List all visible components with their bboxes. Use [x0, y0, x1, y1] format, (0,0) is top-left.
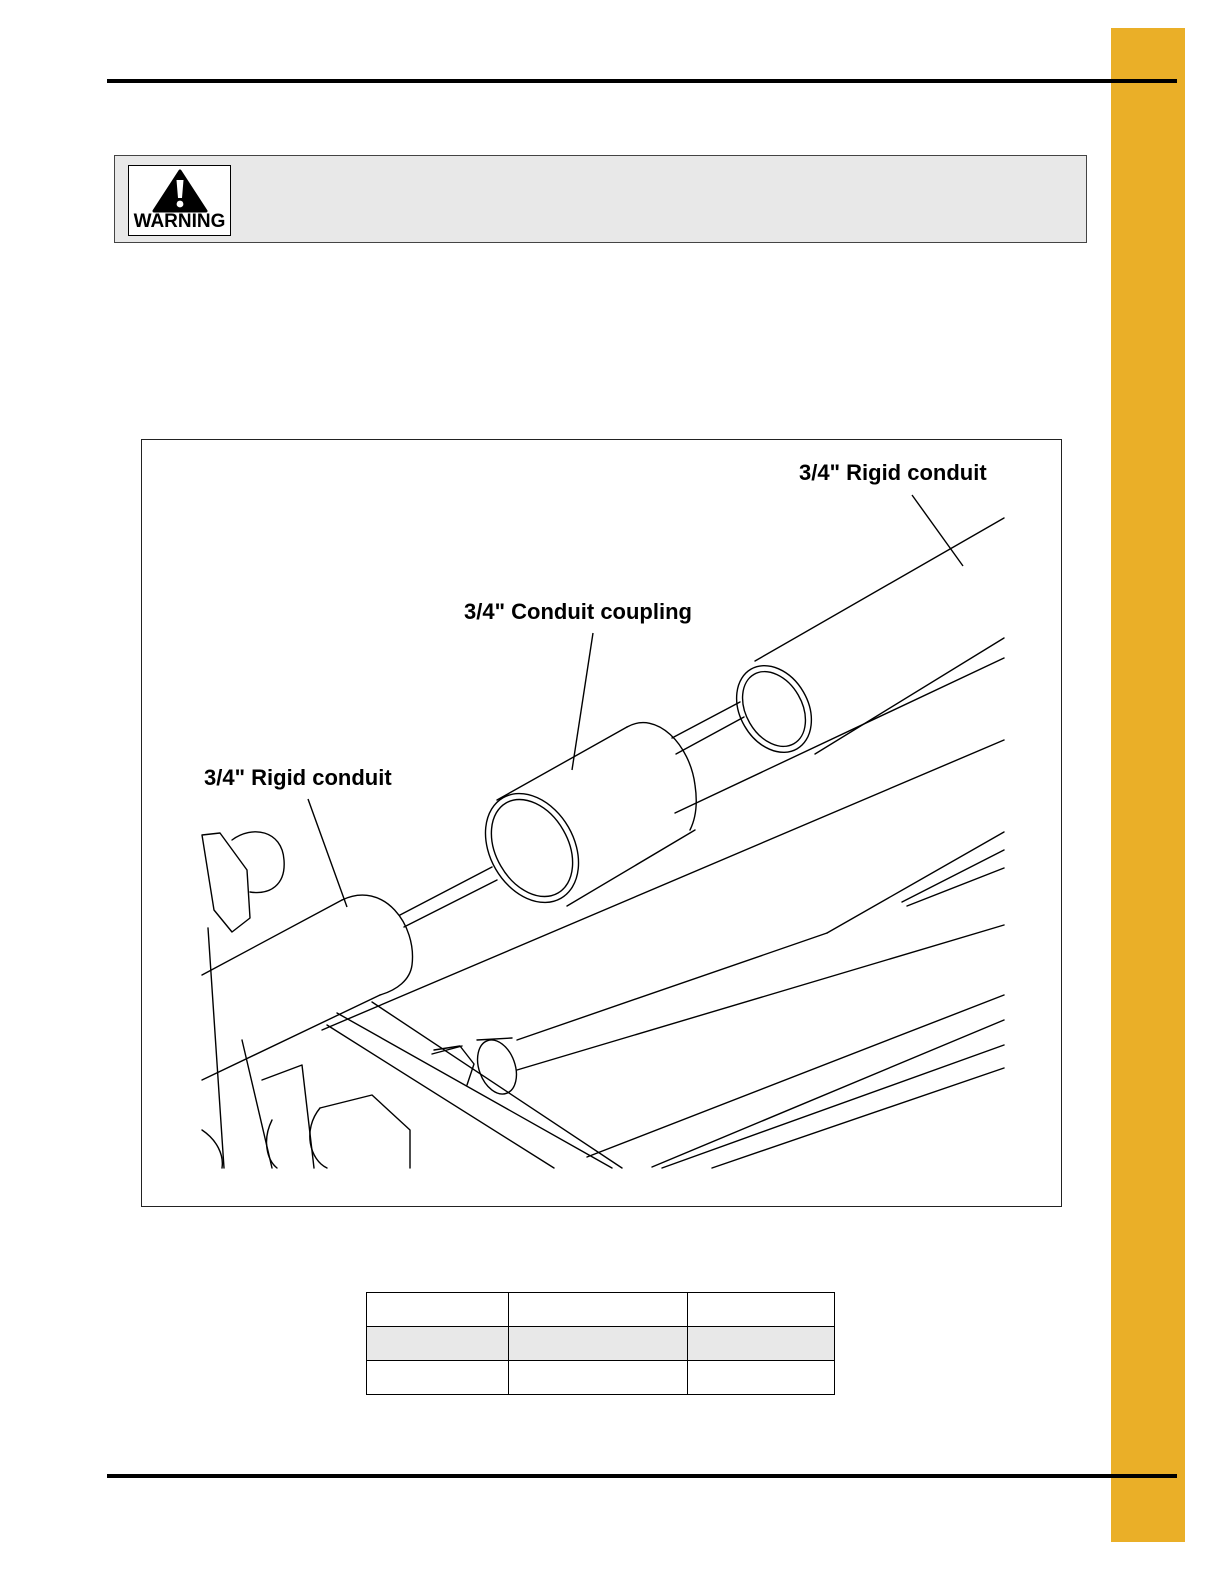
table-cell: [508, 1293, 688, 1327]
wire-lower-left-upper: [400, 867, 492, 915]
wire-lower: [676, 717, 744, 754]
table-row: [367, 1327, 835, 1361]
beam-3-upper: [827, 832, 1004, 933]
table-cell: [367, 1361, 509, 1395]
small-cylinder-top: [477, 1038, 512, 1040]
warning-badge: [128, 165, 231, 236]
table-cell: [367, 1327, 509, 1361]
table-cell: [508, 1361, 688, 1395]
left-bolt-head: [232, 832, 284, 893]
beam-1: [675, 658, 1004, 813]
callout-rigid-conduit-top: 3/4" Rigid conduit: [799, 460, 987, 485]
callout-conduit-coupling: 3/4" Conduit coupling: [464, 599, 692, 624]
section-side-tab: [1111, 28, 1185, 1542]
small-cylinder-end: [471, 1035, 524, 1100]
left-rod: [242, 1040, 272, 1168]
left-bracket: [202, 833, 250, 932]
beam-3-low: [907, 868, 1004, 906]
coupling-far-end: [627, 723, 696, 830]
coupling-end-outer: [467, 777, 598, 919]
table-cell: [688, 1327, 835, 1361]
beam-4: [517, 925, 1004, 1070]
table-cell: [688, 1293, 835, 1327]
left-arc-1: [202, 1130, 222, 1168]
washer-arc: [267, 1120, 277, 1168]
nut-outline: [320, 1095, 410, 1168]
spec-table: [366, 1292, 835, 1395]
beam-2: [322, 740, 1004, 1030]
callout-rigid-conduit-left: 3/4" Rigid conduit: [204, 765, 392, 790]
warning-triangle-icon: [152, 169, 208, 213]
coupling-bottom-edge: [567, 830, 695, 906]
footer-rule: [107, 1474, 1177, 1478]
warning-label: WARNING: [133, 211, 226, 232]
header-rule: [107, 79, 1177, 83]
beam-5: [587, 995, 1004, 1157]
cross-bar-2: [337, 1013, 612, 1168]
table-cell: [367, 1293, 509, 1327]
beam-6: [652, 1020, 1004, 1167]
rigid-conduit-left-bottom-edge: [202, 995, 380, 1080]
cross-bar-1: [327, 1025, 554, 1168]
coupling-end-inner: [475, 785, 589, 911]
left-frame: [262, 1065, 314, 1168]
rigid-conduit-left-end: [342, 895, 413, 995]
warning-box: [114, 155, 1087, 243]
rigid-conduit-top-end-inner: [730, 660, 818, 757]
conduit-drawing: [142, 440, 1063, 1208]
wire-lower-left-lower: [404, 880, 497, 927]
wire-upper: [672, 702, 740, 738]
rigid-conduit-left-top-edge: [202, 900, 342, 975]
table-row: [367, 1293, 835, 1327]
rigid-conduit-top-lower-edge: [815, 638, 1004, 754]
coupling-top-edge: [497, 727, 627, 800]
beam-8: [712, 1068, 1004, 1168]
conduit-figure: [141, 439, 1062, 1207]
beam-3-mid: [902, 850, 1004, 902]
table-cell: [508, 1327, 688, 1361]
table-row: [367, 1361, 835, 1395]
table-cell: [688, 1361, 835, 1395]
beam-7: [662, 1045, 1004, 1168]
rigid-conduit-top-upper-edge: [755, 518, 1004, 661]
